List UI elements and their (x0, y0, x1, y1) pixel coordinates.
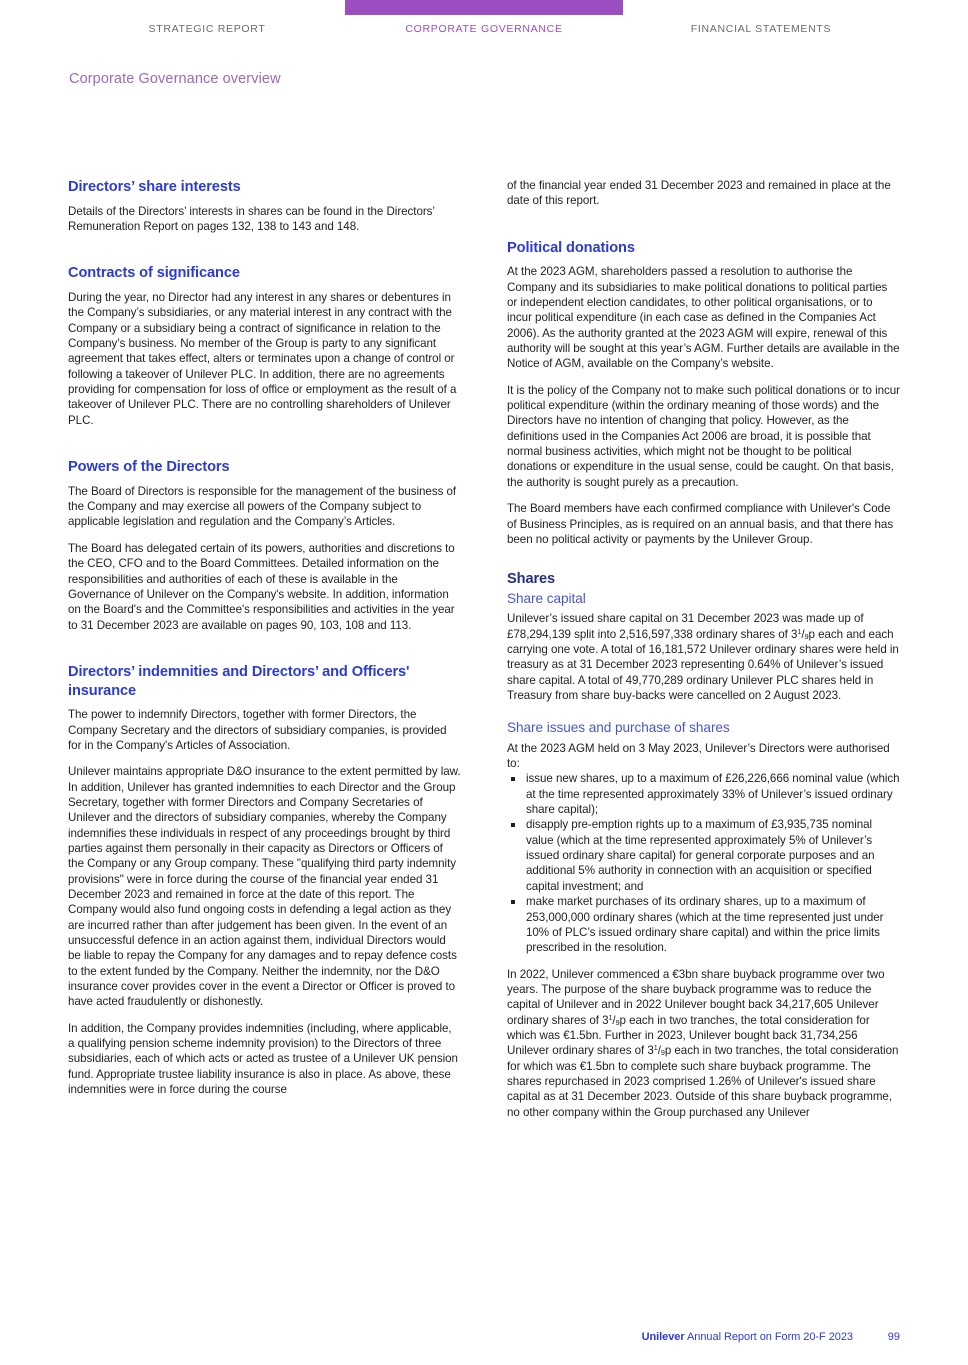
nav-tab-corporate-governance[interactable] (345, 0, 623, 35)
page-footer (0, 1327, 968, 1343)
paragraph-political-1: At the 2023 AGM, shareholders passed a resolution to authorise the Company and its subsidiaries to make political donations to political parties or independent election candidates, to other political organisations, or to incur political expenditure (in each case as defined in the Companies Act 2006). As the authority granted at the 2023 AGM will expire, renewal of this authority will be sought at this year’s AGM. Further details are available in the Notice of AGM, available on the Company’s website. (507, 265, 900, 371)
fraction-numerator: 1 (608, 1012, 613, 1022)
top-navigation (0, 0, 968, 40)
paragraph-indemnities-1: The power to indemnify Directors, together with former Directors, the Company Secretary and the directors of subsidiary companies, is provided for in the Company's Articles of Association. (68, 708, 447, 752)
list-item: make market purchases of its ordinary shares, up to a maximum of 253,000,000 ordinary shares (which at the time represented just under 10% of PLC’s issued ordinary share capital) and within the price limits prescribed in the resolution. (507, 894, 900, 955)
section-gap (507, 220, 900, 239)
footer-brand: Unilever (641, 1331, 685, 1343)
section-gap (68, 644, 461, 663)
nav-tab-indicator-strategic (68, 0, 346, 15)
fraction-one-ninth (608, 1014, 619, 1027)
fraction-denominator: 9 (804, 631, 809, 641)
heading-political-donations: Political donations (507, 239, 635, 256)
left-column (68, 178, 461, 1120)
paragraph-powers-1: The Board of Directors is responsible for the management of the business of the Company and may exercise all powers of the Company subject to applicable legislation and regulation and the Company’s Articles. (68, 484, 457, 529)
nav-tab-strategic-report[interactable] (68, 0, 346, 35)
paragraph-indemnities-continuation: of the financial year ended 31 December 2023 and remained in place at the date of this report. (507, 179, 891, 208)
subheading-share-capital: Share capital (507, 590, 586, 606)
paragraph-contracts-of-significance: During the year, no Director had any interest in any shares or debentures in the Company’s subsidiaries, or any material interest in any contract with the Company or a subsidiary being a contract of significance in relation to the Company’s business. No member of the Group is party to any significant agreement that takes effect, alters or terminates upon a change of control or following a takeover of Unilever PLC. In addition, there are no agreements providing for compensation for loss of office or employment as the result of a takeover of Unilever PLC. There are no controlling shareholders of Unilever PLC. (68, 291, 457, 427)
heading-directors-share-interests: Directors’ share interests (68, 179, 241, 195)
heading-powers-of-the-directors: Powers of the Directors (68, 459, 230, 476)
fraction-one-ninth (797, 628, 808, 641)
list-item: disapply pre-emption rights up to a maximum of £3,935,735 nominal value (which at the time represented approximately 5% of Unilever’s issued ordinary share capital) for general corporate purposes and an additional 5% authority in connection with an acquisition or specified capital investment; and (507, 817, 900, 894)
page-body (68, 178, 900, 1120)
footer-title-rest: Annual Report on Form 20-F 2023 (684, 1331, 853, 1343)
fraction-denominator: 9 (615, 1017, 620, 1027)
list-item: issue new shares, up to a maximum of £26,226,666 nominal value (which at the time represented approximately 33% of Unilever’s issued ordinary share capital); (507, 771, 900, 817)
share-capital-text-part-2: p each and each carrying one vote. A total of 16,181,572 Unilever ordinary shares were held in treasury as at 31 December 2023 representing 0.64% of Unilever’s issued share capital. A total of 49,770,289 ordinary Unilever PLC shares held in Treasury from share buy-backs were cancelled on 2 August 2023. (507, 627, 899, 702)
right-column (507, 178, 900, 1120)
paragraph-agm-authorisation-intro: At the 2023 AGM held on 3 May 2023, Unilever’s Directors were authorised to: (507, 741, 890, 771)
buyback-text-part-1: In 2022, Unilever commenced a €3bn share buyback programme over two years. The purpose of the share buyback programme was to reduce the capital of Unilever and in 2022 Unilever bought back 34,217,605 Unilever ordinary shares of 3 (507, 967, 885, 1027)
paragraph-political-2: It is the policy of the Company not to make such political donations or to incur political expenditure (within the ordinary meaning of those words) and the Directors have no intention of changing that policy. However, as the definitions used in the Companies Act 2006 are broad, it is possible that normal business activities, which might not be thought to be political donations or expenditure in the usual sense, could be caught. On that basis, the authority is sought purely as a precaution. (507, 383, 900, 489)
nav-tab-indicator-corporate (345, 0, 623, 15)
buyback-text-part-3: p each in two tranches, the total consideration for which was €1.5bn to complete such share buyback programme. The shares repurchased in 2023 comprised 1.26% of Unilever's issued share capital as at 31 December 2023. Outside of this share buyback programme, no other company within the Group purchased any Unilever (507, 1044, 899, 1119)
nav-tab-label-corporate: CORPORATE GOVERNANCE (405, 23, 563, 35)
paragraph-political-3: The Board members have each confirmed compliance with Unilever's Code of Business Principles, as is required on an annual basis, and that there has been no political activity or payments by the Unilever Group. (507, 502, 894, 546)
buyback-text-part-2: p each in two tranches, the total consideration for which was €1.5bn. Further in 2023, Unilever bought back 31,734,256 Unilever ordinary shares of 3 (507, 1013, 870, 1058)
running-head: Corporate Governance overview (69, 71, 281, 87)
nav-tab-label-financial: FINANCIAL STATEMENTS (690, 23, 832, 35)
section-gap (68, 439, 461, 458)
paragraph-share-capital (507, 611, 900, 703)
fraction-denominator: 9 (660, 1048, 665, 1058)
footer-report-title (642, 1331, 853, 1343)
heading-contracts-of-significance: Contracts of significance (68, 265, 240, 282)
section-gap (507, 558, 900, 570)
heading-directors-indemnities: Directors’ indemnities and Directors’ and Officers' insurance (68, 663, 410, 699)
subheading-share-issues-and-purchase: Share issues and purchase of shares (507, 720, 730, 736)
share-capital-text-part-1: Unilever’s issued share capital on 31 December 2023 was made up of £78,294,139 split into 2,516,597,338 ordinary shares of 3 (507, 612, 864, 641)
paragraph-directors-share-interests: Details of the Directors’ interests in shares can be found in the Directors’ Remuneration Report on pages 132, 138 to 143 and 148. (68, 204, 435, 234)
fraction-slash: / (801, 627, 805, 641)
nav-tab-label-strategic: STRATEGIC REPORT (148, 23, 266, 35)
fraction-one-ninth (654, 1044, 665, 1057)
nav-tab-financial-statements[interactable] (622, 0, 900, 35)
nav-tab-indicator-financial (622, 0, 900, 15)
section-gap (68, 245, 461, 264)
paragraph-indemnities-2: Unilever maintains appropriate D&O insurance to the extent permitted by law. In addition, Unilever has granted indemnities to each Director and the Group Secretary, together with former Directors and Company Secretaries of Unilever and the directors of subsidiary companies, whereby the Company indemnifies these individuals in respect of any proceedings brought by third parties against them personally in their capacity as Directors or Officers of the Company or any Group company. These "qualifying third party indemnity provisions" were in force during the course of the financial year ended 31 December 2023 and remained in force at the date of this report. The Company would also fund ongoing costs in defending a legal action as they are incurred rather than after judgement has been given. In the event of an unsuccessful defence in an action against them, individual Directors would be liable to repay the Company for any damages and to repay defence costs to the extent funded by the Company. Neither the indemnity, nor the D&O insurance cover provides cover in the event a Director or Officer is proved to have acted fraudulently or dishonestly. (68, 765, 461, 1009)
fraction-numerator: 1 (653, 1043, 658, 1053)
fraction-slash: / (612, 1013, 616, 1027)
heading-shares: Shares (507, 571, 556, 588)
list-agm-authorisations (507, 771, 900, 955)
fraction-slash: / (657, 1044, 661, 1058)
paragraph-share-buyback (507, 967, 900, 1120)
fraction-numerator: 1 (797, 626, 802, 636)
paragraph-powers-2: The Board has delegated certain of its powers, authorities and discretions to the CEO, CFO and to the Board Committees. Detailed information on the responsibilities and authorities of each of these is available in the Governance of Unilever on the Company's website. In addition, information on the Board's and the Committee's responsibilities and activities in the year to 31 December 2023 are available on pages 90, 103, 108 and 113. (68, 541, 455, 632)
paragraph-indemnities-3: In addition, the Company provides indemnities (including, where applicable, a qualifying pension scheme indemnity provision) to the Directors of three subsidiaries, each of which acts or acted as trustee of a Unilever UK pension fund. Appropriate trustee liability insurance is also in place. As above, these indemnities were in force during the course (68, 1021, 458, 1097)
footer-page-number: 99 (887, 1331, 900, 1343)
